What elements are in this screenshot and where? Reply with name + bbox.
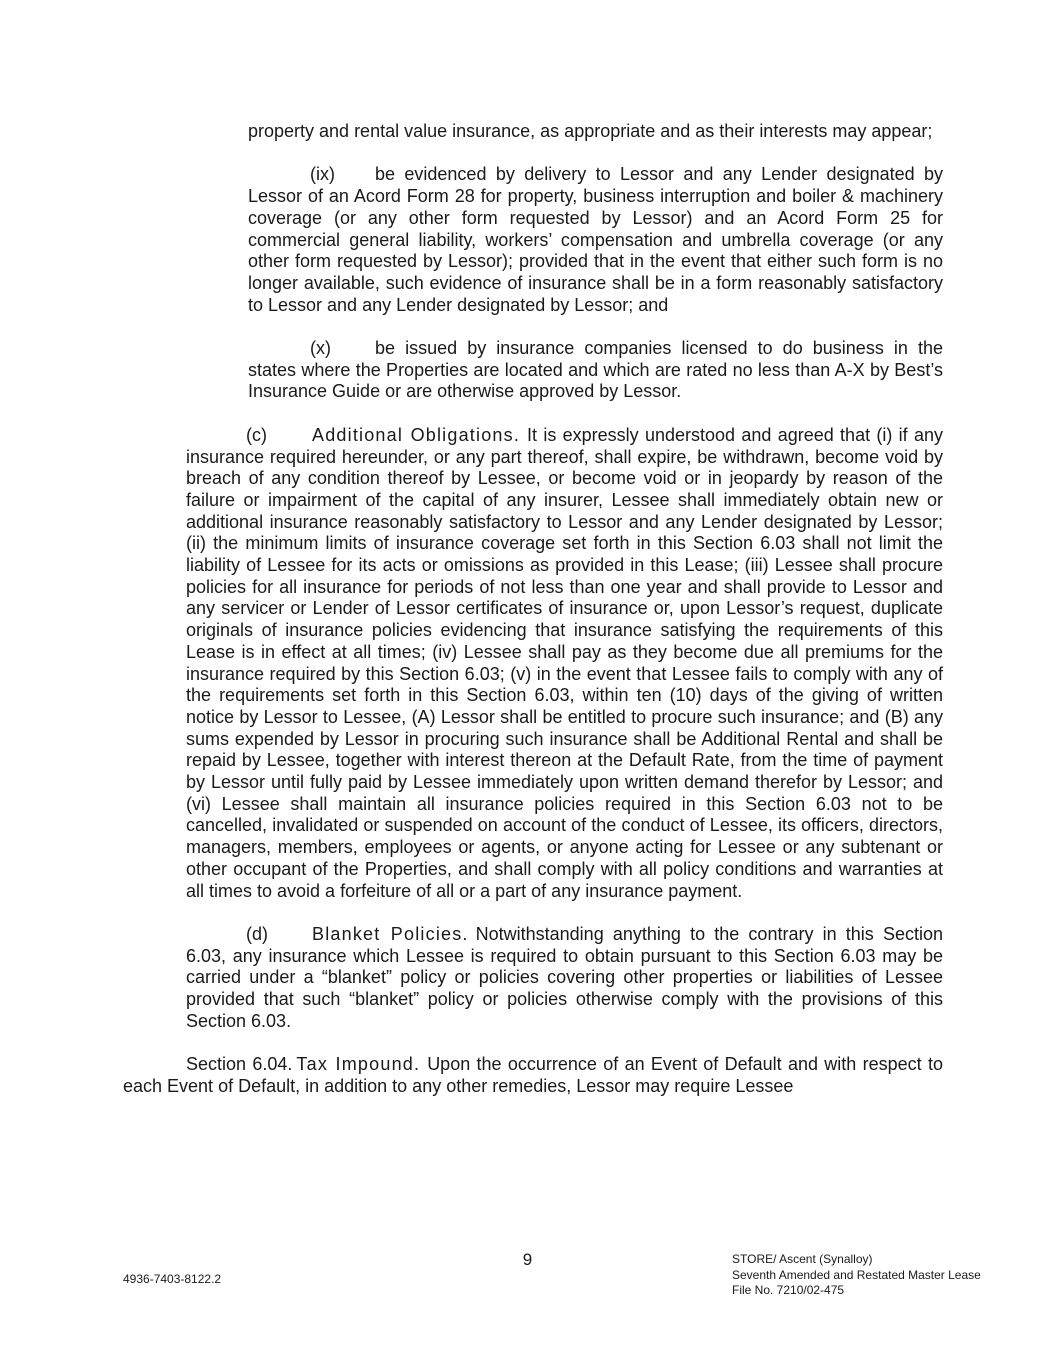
section-604-number: Section 6.04. (186, 1054, 293, 1075)
paragraph-c-additional-obligations (186, 425, 943, 902)
footer-case-line-1: STORE/ Ascent (Synalloy) (732, 1252, 873, 1266)
subparagraph-ix (248, 164, 943, 316)
paragraph-continuation-text: property and rental value insurance, as appropriate and as their interests may appear; (248, 121, 933, 141)
paragraph-d-text: Notwithstanding anything to the contrary in this Section 6.03, any insurance which Lessee is required to obtain pursuant to this Section 6.03 may be carried under a “blanket” policy or policies covering other properties or liabilities of Lessee provided that such “blanket” policy or policies otherwise comply with the provisions of this Section 6.03. (186, 923, 943, 1031)
document-body (123, 121, 943, 1098)
paragraph-c-label: (c) (246, 424, 267, 445)
paragraph-d-heading: Blanket Policies. (312, 923, 469, 944)
paragraph-c-text: It is expressly understood and agreed that (i) if any insurance required hereunder, or any part thereof, shall expire, be withdrawn, become void by breach of any condition thereof by Lessee, or become void or in jeopardy by reason of the failure or impairment of the capital of any insurer, Lessee shall immediately obtain new or additional insurance reasonably satisfactory to Lessor and any Lender designated by Lessor; (ii) the minimum limits of insurance coverage set forth in this Section 6.03 shall not limit the liability of Lessee for its acts or omissions as provided in this Lease; (iii) Lessee shall procure policies for all insurance for periods of not less than one year and shall provide to Lessor and any servicer or Lender of Lessor certificates of insurance or, upon Lessor’s request, duplicate originals of insurance policies evidencing that insurance satisfying the requirements of this Lease is in effect at all times; (iv) Lessee shall pay as they become due all premiums for the insurance required by this Section 6.03; (v) in the event that Lessee fails to comply with any of the requirements set forth in this Section 6.03, within ten (10) days of the giving of written notice by Lessor to Lessee, (A) Lessor shall be entitled to procure such insurance; and (B) any sums expended by Lessor in procuring such insurance shall be Additional Rental and shall be repaid by Lessee, together with interest thereon at the Default Rate, from the time of payment by Lessor until fully paid by Lessee immediately upon written demand therefor by Lessor; and (vi) Lessee shall maintain all insurance policies required in this Section 6.03 not to be cancelled, invalidated or suspended on account of the conduct of Lessee, its officers, directors, managers, members, employees or agents, or anyone acting for Lessee or any subtenant or other occupant of the Properties, and shall comply with all policy conditions and warranties at all times to avoid a forfeiture of all or a part of any insurance payment. (186, 424, 944, 901)
footer-document-id: 4936-7403-8122.2 (123, 1272, 222, 1286)
footer-case-line-3: File No. 7210/02-475 (732, 1283, 845, 1297)
subparagraph-x-text: be issued by insurance companies licensed to do business in the states where the Properties are located and which are rated no less than A-X by Best’s Insurance Guide or are otherwise approved by Lessor. (248, 338, 943, 402)
section-604-heading: Tax Impound. (296, 1054, 421, 1075)
paragraph-section-604 (123, 1054, 943, 1097)
paragraph-d-label: (d) (246, 923, 268, 944)
paragraph-continuation (248, 121, 943, 143)
subparagraph-x-label: (x) (310, 338, 331, 358)
footer-case-line-2: Seventh Amended and Restated Master Lease (732, 1267, 981, 1282)
subparagraph-ix-text: be evidenced by delivery to Lessor and any Lender designated by Lessor of an Acord Form 28 for property, business interruption and boiler & machinery coverage (or any other form requested by Lessor) and an Acord Form 25 for commercial general liability, workers’ compensation and umbrella coverage (or any other form requested by Lessor); provided that in the event that either such form is no longer available, such evidence of insurance shall be in a form reasonably satisfactory to Lessor and any Lender designated by Lessor; and (248, 164, 943, 315)
footer-page-number: 9 (522, 1250, 533, 1269)
footer-case-block (732, 1252, 981, 1299)
subparagraph-ix-label: (ix) (310, 164, 335, 185)
subparagraph-x (248, 338, 943, 403)
paragraph-d-blanket-policies (186, 924, 943, 1033)
section-604-text: Upon the occurrence of an Event of Default and with respect to each Event of Default, in addition to any other remedies, Lessor may require Lessee (123, 1054, 943, 1096)
paragraph-c-heading: Additional Obligations. (312, 424, 521, 445)
